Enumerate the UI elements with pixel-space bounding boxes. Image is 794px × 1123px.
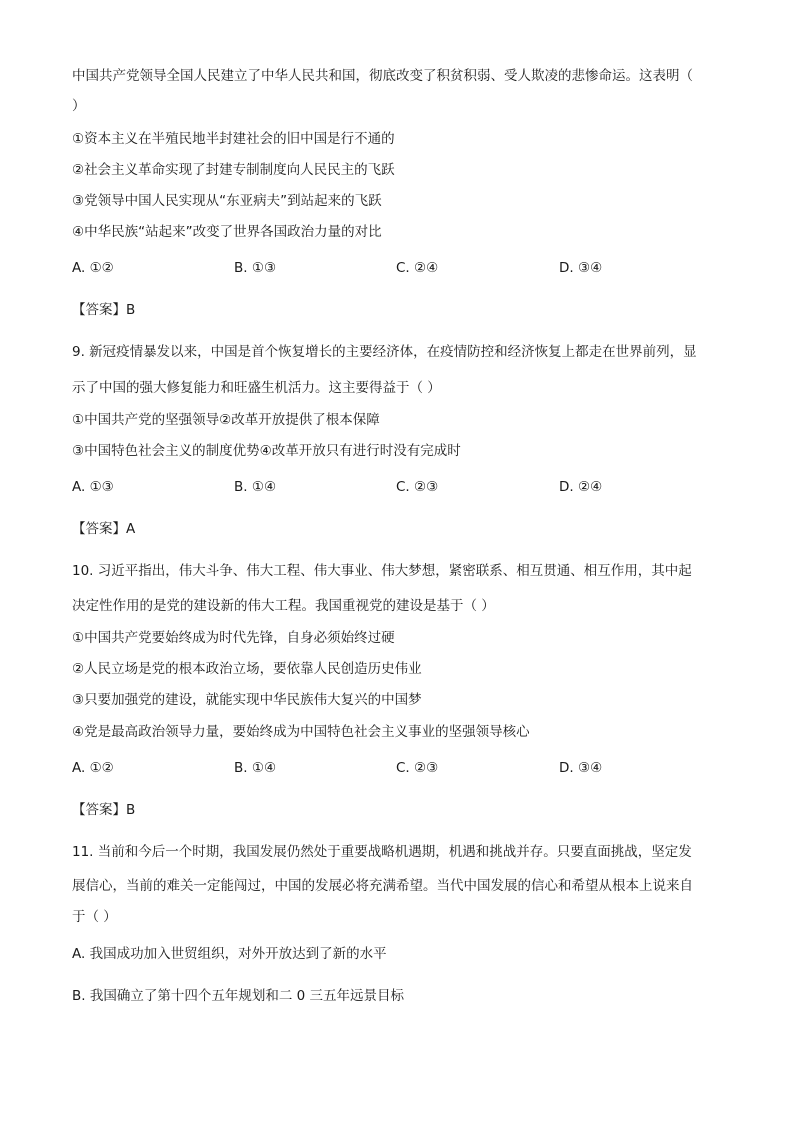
q10-options [72,758,732,778]
q11-stem-line-3: 于（ ） [72,909,117,925]
q10-option-d[interactable]: D. ③④ [559,760,603,776]
q8-stem-line-1: 中国共产党领导全国人民建立了中华人民共和国，彻底改变了积贫积弱、受人欺凌的悲惨命运。这表明（ [72,68,693,84]
q8-stem-line-2: ） [72,98,86,114]
q8-option-b[interactable]: B. ①③ [234,260,277,276]
q10-option-c[interactable]: C. ②③ [396,760,439,776]
q9-option-c[interactable]: C. ②③ [396,479,439,495]
answer-value: A [126,521,136,537]
q10-item-1: ①中国共产党要始终成为时代先锋，自身必须始终过硬 [72,630,395,646]
q9-options [72,477,732,497]
answer-value: B [126,302,136,318]
q10-item-4: ④党是最高政治领导力量，要始终成为中国特色社会主义事业的坚强领导核心 [72,724,530,740]
q8-option-a[interactable]: A. ①② [72,260,114,276]
q11-option-b[interactable]: B. 我国确立了第十四个五年规划和二 0 三五年远景目标 [72,988,405,1004]
q8-answer [72,300,135,320]
q11-stem-line-2: 展信心，当前的难关一定能闯过，中国的发展必将充满希望。当代中国发展的信心和希望从根本上说来自 [72,878,693,894]
q8-item-2: ②社会主义革命实现了封建专制制度向人民民主的飞跃 [72,162,395,178]
q10-option-b[interactable]: B. ①④ [234,760,277,776]
answer-tag: 【答案】 [72,521,126,537]
answer-value: B [126,802,136,818]
q10-option-a[interactable]: A. ①② [72,760,114,776]
q10-item-3: ③只要加强党的建设，就能实现中华民族伟大复兴的中国梦 [72,692,422,708]
answer-tag: 【答案】 [72,302,126,318]
q8-options [72,258,732,278]
q8-option-d[interactable]: D. ③④ [559,260,603,276]
q8-option-c[interactable]: C. ②④ [396,260,439,276]
q11-stem-line-1: 11. 当前和今后一个时期，我国发展仍然处于重要战略机遇期，机遇和挑战并存。只要直面挑战，坚定发 [72,844,692,860]
q9-item-1: ①中国共产党的坚强领导②改革开放提供了根本保障 [72,412,380,428]
q9-stem-line-2: 示了中国的强大修复能力和旺盛生机活力。这主要得益于（ ） [72,380,441,396]
q8-item-4: ④中华民族“站起来”改变了世界各国政治力量的对比 [72,224,382,240]
q9-option-b[interactable]: B. ①④ [234,479,277,495]
q10-item-2: ②人民立场是党的根本政治立场，要依靠人民创造历史伟业 [72,661,422,677]
q10-stem-line-2: 决定性作用的是党的建设新的伟大工程。我国重视党的建设是基于（ ） [72,598,495,614]
q10-answer [72,800,135,820]
q9-answer [72,519,135,539]
q8-item-1: ①资本主义在半殖民地半封建社会的旧中国是行不通的 [72,131,395,147]
q9-option-a[interactable]: A. ①③ [72,479,114,495]
q9-stem-line-1: 9. 新冠疫情暴发以来，中国是首个恢复增长的主要经济体，在疫情防控和经济恢复上都走在世界前列，显 [72,344,697,360]
answer-tag: 【答案】 [72,802,126,818]
q11-option-a[interactable]: A. 我国成功加入世贸组织，对外开放达到了新的水平 [72,946,387,962]
q9-item-2: ③中国特色社会主义的制度优势④改革开放只有进行时没有完成时 [72,443,461,459]
q9-option-d[interactable]: D. ②④ [559,479,603,495]
q10-stem-line-1: 10. 习近平指出，伟大斗争、伟大工程、伟大事业、伟大梦想，紧密联系、相互贯通、相互作用，其中起 [72,563,692,579]
q8-item-3: ③党领导中国人民实现从“东亚病夫”到站起来的飞跃 [72,193,382,209]
